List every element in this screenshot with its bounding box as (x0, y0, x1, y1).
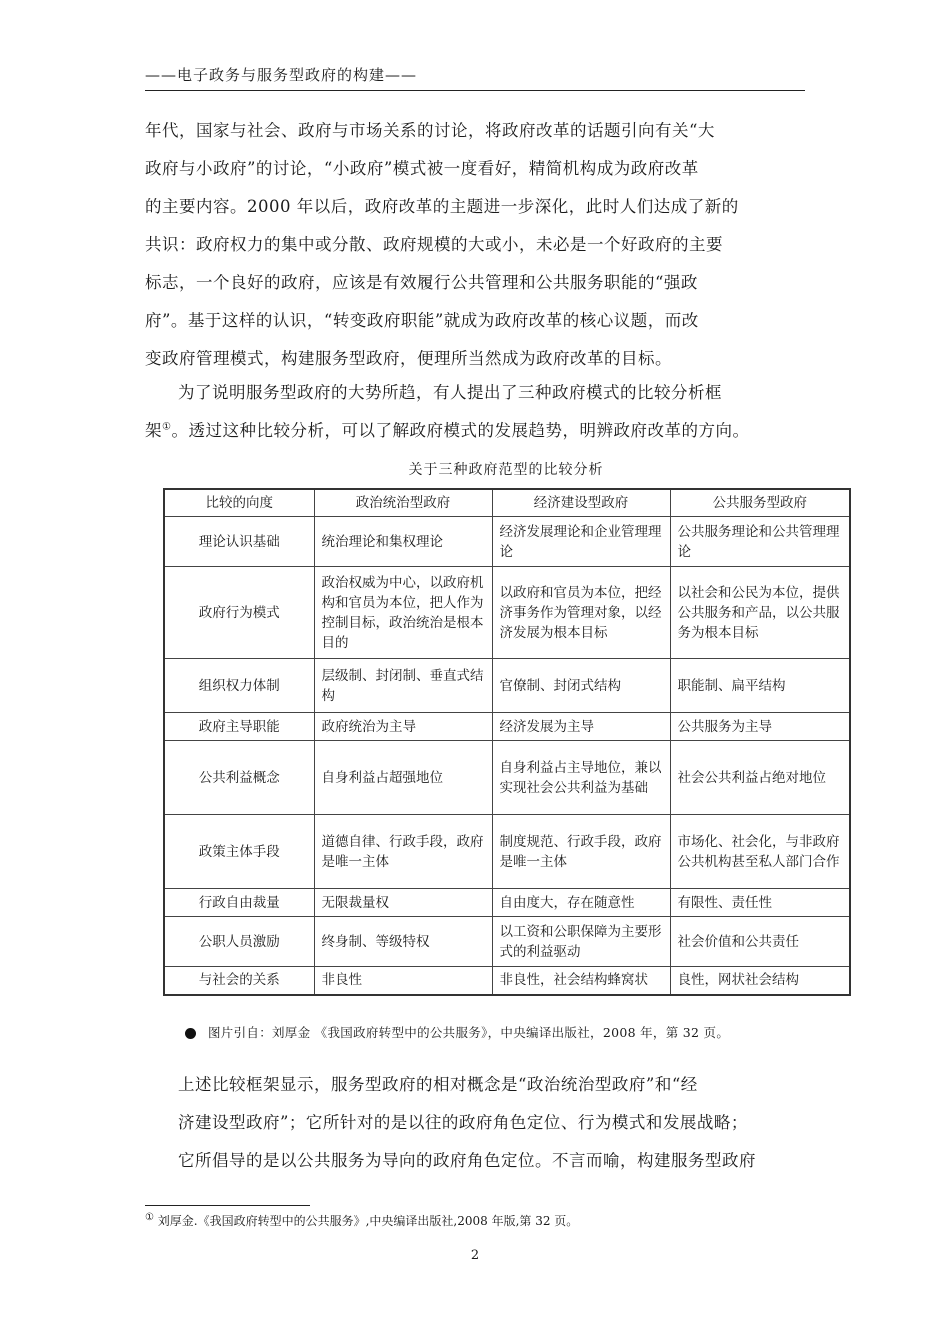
table-cell: 经济发展理论和企业管理理论 (492, 517, 670, 567)
column-header: 经济建设型政府 (492, 489, 670, 517)
bullet-icon (185, 1028, 196, 1039)
table-row (164, 713, 850, 741)
table-row (164, 889, 850, 917)
table-row (164, 917, 850, 967)
page-number: 2 (470, 1248, 480, 1263)
table-header-row (164, 489, 850, 517)
table-cell: 自由度大，存在随意性 (492, 889, 670, 917)
table-row (164, 741, 850, 815)
table-cell: 政治权威为中心，以政府机构和官员为本位，把人作为控制目标，政治统治是根本目的 (314, 567, 492, 659)
paragraph-line: 年代，国家与社会、政府与市场关系的讨论，将政府改革的话题引向有关“大 (145, 121, 715, 140)
footnote-text: 刘厚金.《我国政府转型中的公共服务》,中央编译出版社,2008 年版,第 32 页。 (153, 1214, 579, 1228)
table-cell-dimension: 公共利益概念 (164, 741, 314, 815)
paragraph-line: 。透过这种比较分析，可以了解政府模式的发展趋势，明辨政府改革的方向。 (171, 421, 750, 440)
table-cell: 公共服务理论和公共管理理论 (670, 517, 850, 567)
table-cell: 有限性、责任性 (670, 889, 850, 917)
column-header: 公共服务型政府 (670, 489, 850, 517)
column-header: 比较的向度 (164, 489, 314, 517)
table-row (164, 815, 850, 889)
running-header: ——电子政务与服务型政府的构建—— (145, 66, 418, 84)
table-cell: 非良性，社会结构蜂窝状 (492, 967, 670, 995)
table-cell-dimension: 行政自由裁量 (164, 889, 314, 917)
paragraph-3 (145, 1066, 810, 1180)
image-source-text: 图片引自：刘厚金 《我国政府转型中的公共服务》，中央编译出版社，2008 年，第 32 页。 (208, 1025, 730, 1040)
table-cell: 经济发展为主导 (492, 713, 670, 741)
table-row (164, 567, 850, 659)
paragraph-line: 变政府管理模式，构建服务型政府，便理所当然成为政府改革的目标。 (145, 349, 672, 368)
footnote (145, 1212, 578, 1229)
paragraph-1 (145, 112, 810, 378)
paragraph-line: 架 (145, 421, 162, 440)
table-cell-dimension: 组织权力体制 (164, 659, 314, 713)
table-cell-dimension: 与社会的关系 (164, 967, 314, 995)
table-cell: 非良性 (314, 967, 492, 995)
header-rule (145, 90, 805, 91)
paragraph-line: 共识：政府权力的集中或分散、政府规模的大或小，未必是一个好政府的主要 (145, 235, 723, 254)
table-cell: 社会价值和公共责任 (670, 917, 850, 967)
table-cell-dimension: 政府行为模式 (164, 567, 314, 659)
table-cell-dimension: 公职人员激励 (164, 917, 314, 967)
table-cell: 政府统治为主导 (314, 713, 492, 741)
table-cell: 道德自律、行政手段，政府是唯一主体 (314, 815, 492, 889)
paragraph-line: 上述比较框架显示，服务型政府的相对概念是“政治统治型政府”和“经 (178, 1075, 698, 1094)
table-cell: 良性，网状社会结构 (670, 967, 850, 995)
paragraph-line: 它所倡导的是以公共服务为导向的政府角色定位。不言而喻，构建服务型政府 (178, 1151, 756, 1170)
paragraph-line: 的主要内容。2000 年以后，政府改革的主题进一步深化，此时人们达成了新的 (145, 197, 739, 216)
table-cell-dimension: 政策主体手段 (164, 815, 314, 889)
footnote-marker: ① (145, 1212, 154, 1223)
paragraph-2 (145, 374, 810, 450)
table-caption: 关于三种政府范型的比较分析 (408, 462, 604, 478)
table-row (164, 967, 850, 995)
paragraph-line: 为了说明服务型政府的大势所趋，有人提出了三种政府模式的比较分析框 (178, 383, 722, 402)
table-row (164, 659, 850, 713)
footnote-ref[interactable]: ① (162, 421, 172, 433)
comparison-table (163, 488, 851, 996)
table-cell: 终身制、等级特权 (314, 917, 492, 967)
table-cell: 制度规范、行政手段，政府是唯一主体 (492, 815, 670, 889)
table-cell: 自身利益占超强地位 (314, 741, 492, 815)
table-cell: 以政府和官员为本位，把经济事务作为管理对象，以经济发展为根本目标 (492, 567, 670, 659)
paragraph-line: 济建设型政府”；它所针对的是以往的政府角色定位、行为模式和发展战略； (178, 1113, 748, 1132)
table-cell: 官僚制、封闭式结构 (492, 659, 670, 713)
paragraph-line: 标志，一个良好的政府，应该是有效履行公共管理和公共服务职能的“强政 (145, 273, 698, 292)
table-cell-dimension: 理论认识基础 (164, 517, 314, 567)
table-cell: 社会公共利益占绝对地位 (670, 741, 850, 815)
table-cell: 以社会和公民为本位，提供公共服务和产品，以公共服务为根本目标 (670, 567, 850, 659)
table-cell: 统治理论和集权理论 (314, 517, 492, 567)
table-cell: 以工资和公职保障为主要形式的利益驱动 (492, 917, 670, 967)
image-source-note (185, 1023, 729, 1041)
table-cell: 市场化、社会化，与非政府公共机构甚至私人部门合作 (670, 815, 850, 889)
table-cell: 自身利益占主导地位，兼以实现社会公共利益为基础 (492, 741, 670, 815)
footnote-rule (145, 1205, 310, 1206)
table-row (164, 517, 850, 567)
paragraph-line: 政府与小政府”的讨论，“小政府”模式被一度看好，精简机构成为政府改革 (145, 159, 699, 178)
table-cell: 层级制、封闭制、垂直式结构 (314, 659, 492, 713)
paragraph-line: 府”。基于这样的认识，“转变政府职能”就成为政府改革的核心议题，而改 (145, 311, 699, 330)
column-header: 政治统治型政府 (314, 489, 492, 517)
table-cell: 公共服务为主导 (670, 713, 850, 741)
table-cell: 职能制、扁平结构 (670, 659, 850, 713)
table-cell: 无限裁量权 (314, 889, 492, 917)
table-cell-dimension: 政府主导职能 (164, 713, 314, 741)
